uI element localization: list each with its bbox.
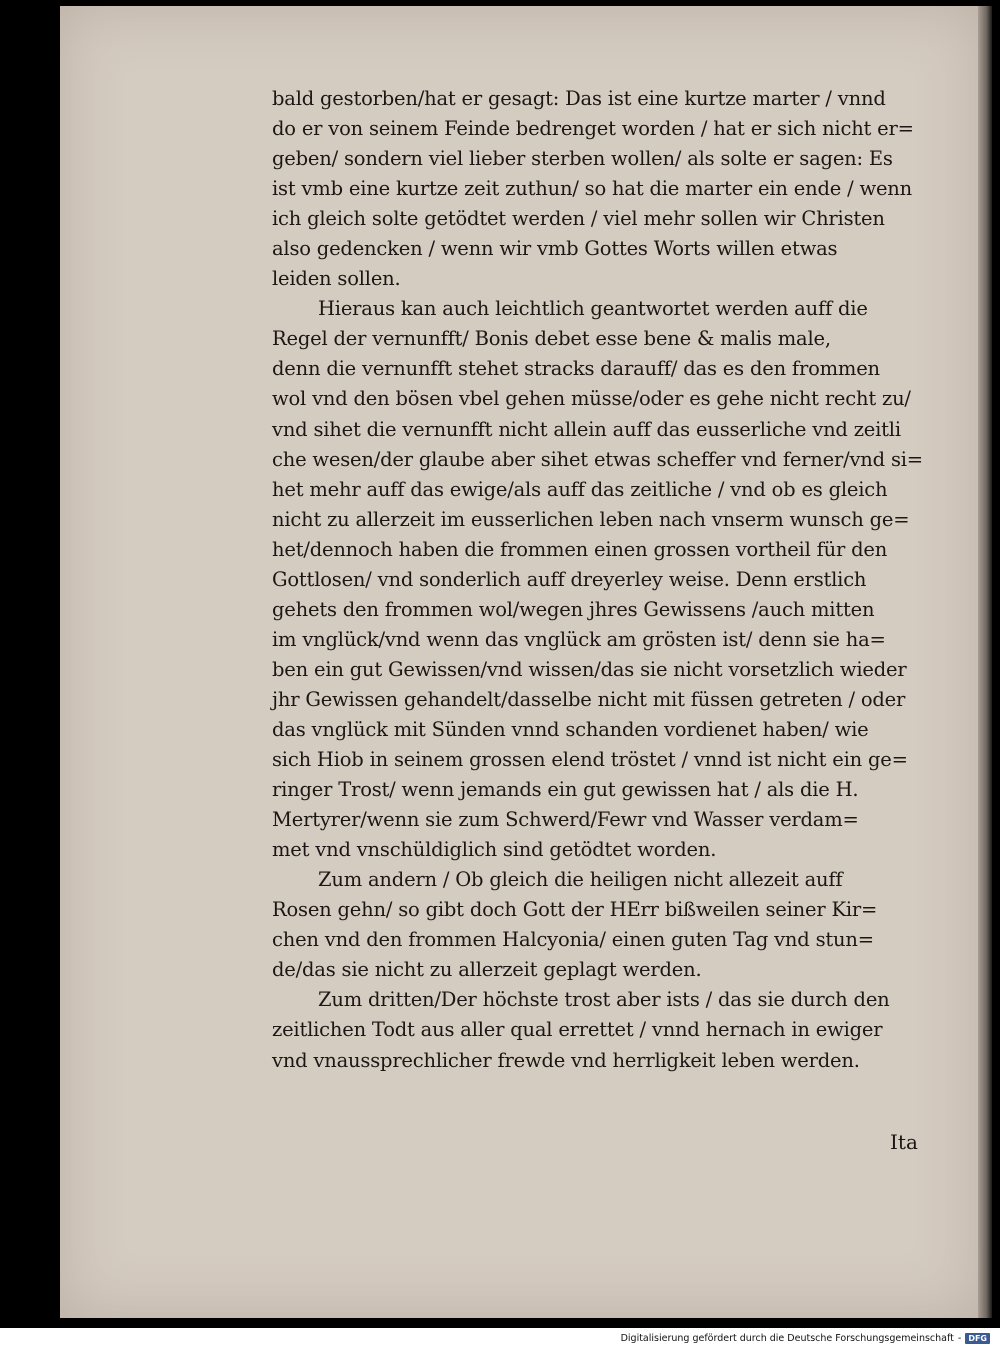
text-line: Rosen gehn/ so gibt doch Gott der HErr bißweilen seiner Kir= [272, 898, 878, 922]
text-line: do er von seinem Feinde bedrenget worden / hat er sich nicht er= [272, 117, 914, 141]
text-line: che wesen/der glaube aber sihet etwas scheffer vnd ferner/vnd si= [272, 447, 923, 471]
digitization-footer [621, 1328, 990, 1348]
text-line: geben/ sondern viel lieber sterben wollen/ als solte er sagen: Es [272, 147, 893, 171]
text-line: nicht zu allerzeit im eusserlichen leben nach vnserm wunsch ge= [272, 507, 910, 531]
funding-credit: Digitalisierung gefördert durch die Deutsche Forschungsgemeinschaft [620, 1332, 954, 1344]
text-line: Mertyrer/wenn sie zum Schwerd/Fewr vnd Wasser verdam= [272, 808, 859, 832]
text-line: ich gleich solte getödtet werden / viel mehr sollen wir Christen [272, 207, 885, 231]
text-line: wol vnd den bösen vbel gehen müsse/oder es gehe nicht recht zu/ [272, 387, 911, 411]
text-line: Hieraus kan auch leichtlich geantwortet werden auff die [318, 297, 868, 321]
text-line: Zum dritten/Der höchste trost aber ists / das sie durch den [318, 988, 890, 1012]
text-line: im vnglück/vnd wenn das vnglück am grösten ist/ denn sie ha= [272, 627, 886, 651]
text-line: ringer Trost/ wenn jemands ein gut gewissen hat / als die H. [272, 778, 859, 802]
text-line: gehets den frommen wol/wegen jhres Gewissens /auch mitten [272, 597, 875, 621]
text-line: het mehr auff das ewige/als auff das zeitliche / vnd ob es gleich [272, 477, 888, 501]
text-line: ist vmb eine kurtze zeit zuthun/ so hat die marter ein ende / wenn [272, 177, 913, 201]
text-line: vnd vnaussprechlicher frewde vnd herrligkeit leben werden. [272, 1048, 860, 1072]
text-line: sich Hiob in seinem grossen elend tröstet / vnnd ist nicht ein ge= [272, 748, 908, 772]
text-line: leiden sollen. [272, 267, 401, 291]
text-line: denn die vernunfft stehet stracks darauff/ das es den frommen [272, 357, 880, 381]
text-line: jhr Gewissen gehandelt/dasselbe nicht mit füssen getreten / oder [272, 687, 906, 711]
text-line: also gedencken / wenn wir vmb Gottes Worts willen etwas [272, 237, 838, 261]
text-line: ben ein gut Gewissen/vnd wissen/das sie nicht vorsetzlich wieder [272, 657, 907, 681]
text-line: bald gestorben/hat er gesagt: Das ist eine kurtze marter / vnnd [272, 87, 886, 110]
dfg-logo: DFG [965, 1333, 990, 1344]
text-line: zeitlichen Todt aus aller qual errettet / vnnd hernach in ewiger [272, 1018, 883, 1042]
text-line: Zum andern / Ob gleich die heiligen nicht allezeit auff [318, 868, 843, 892]
catchword: Ita [890, 1130, 918, 1154]
page-edge [978, 6, 992, 1318]
text-line: chen vnd den frommen Halcyonia/ einen guten Tag vnd stun= [272, 928, 874, 952]
text-line: Gottlosen/ vnd sonderlich auff dreyerley weise. Denn erstlich [272, 567, 867, 591]
page-body-text [272, 84, 962, 1076]
text-line: das vnglück mit Sünden vnnd schanden vordienet haben/ wie [272, 717, 869, 741]
text-line: vnd sihet die vernunfft nicht allein auff das eusserliche vnd zeitli [272, 417, 901, 441]
text-line: Regel der vernunfft/ Bonis debet esse bene & malis male, [272, 327, 831, 351]
text-line: met vnd vnschüldiglich sind getödtet worden. [272, 838, 717, 862]
text-line: de/das sie nicht zu allerzeit geplagt werden. [272, 958, 702, 982]
footer-separator: - [957, 1332, 962, 1344]
text-line: het/dennoch haben die frommen einen grossen vortheil für den [272, 537, 888, 561]
